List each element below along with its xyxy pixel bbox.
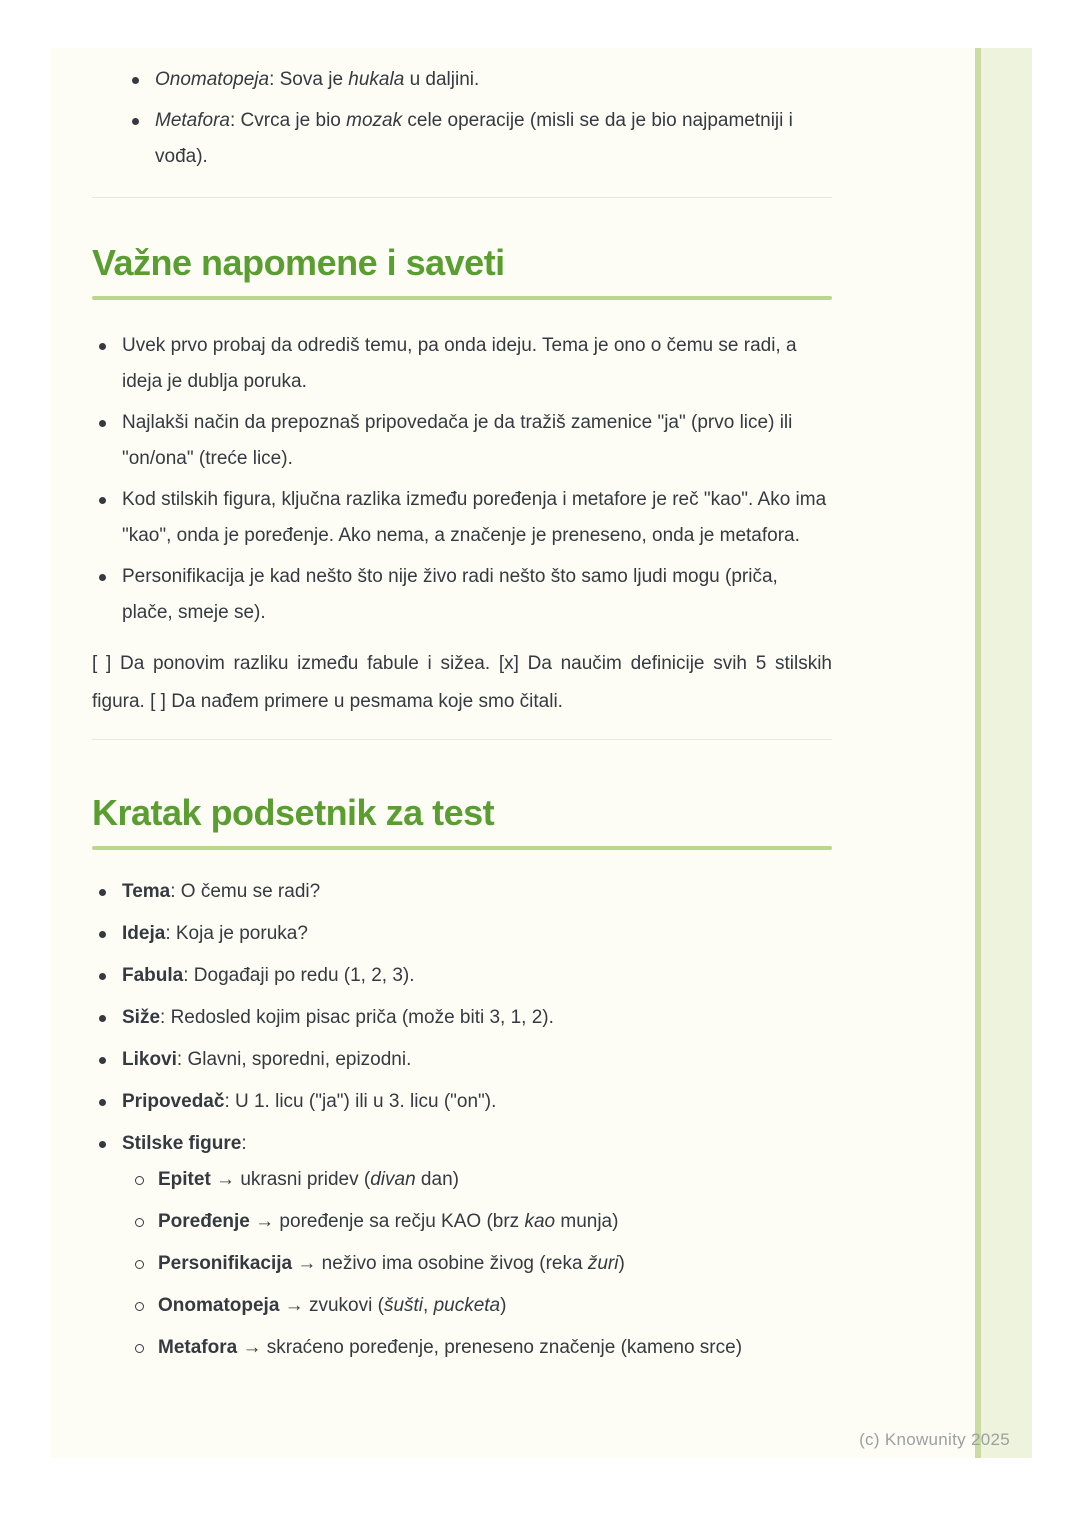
section-divider: [92, 197, 832, 198]
item-text: ): [618, 1253, 625, 1274]
footer-credit: (c) Knowunity 2025: [859, 1430, 1010, 1449]
item-text: munja): [555, 1211, 619, 1232]
list-item: [128, 1246, 832, 1282]
document-page: [50, 48, 1032, 1458]
list-item: [92, 1084, 832, 1120]
inline-italic: šušti: [383, 1295, 424, 1316]
inline-italic: pucketa: [433, 1295, 501, 1316]
item-text: → skraćeno poređenje, preneseno značenje (kameno srce): [237, 1337, 743, 1358]
item-text: cele operacije (misli se da je bio najpametniji i vođa).: [155, 110, 793, 167]
term-italic: Metafora: [155, 110, 230, 131]
item-text: u daljini.: [404, 69, 480, 90]
item-text: → zvukovi (: [279, 1295, 384, 1316]
term-bold: Likovi: [122, 1049, 177, 1070]
item-text: : Glavni, sporedni, epizodni.: [176, 1049, 412, 1070]
list-item: Personifikacija je kad nešto što nije živo radi nešto što samo ljudi mogu (priča, plače, smeje se).: [92, 559, 832, 631]
content-area: [92, 48, 832, 1366]
list-item: [125, 103, 832, 175]
list-item: [92, 916, 832, 952]
style-figures-sublist: [128, 1162, 832, 1366]
item-text: : Redosled kojim pisac priča (može biti 3, 1, 2).: [160, 1007, 554, 1028]
item-text: :: [241, 1133, 247, 1154]
item-text: : Cvrca je bio: [229, 110, 347, 131]
term-bold: Ideja: [122, 923, 166, 944]
item-text: ): [500, 1295, 507, 1316]
list-item: [125, 62, 832, 98]
list-item: [92, 1000, 832, 1036]
item-text: : O čemu se radi?: [170, 881, 321, 902]
item-text: : U 1. licu ("ja") ili u 3. licu ("on").: [224, 1091, 497, 1112]
term-bold: Epitet: [158, 1169, 211, 1190]
title-underline: [92, 296, 832, 300]
term-bold: Onomatopeja: [158, 1295, 280, 1316]
item-text: dan): [415, 1169, 459, 1190]
term-bold: Poređenje: [158, 1211, 250, 1232]
item-text: : Sova je: [269, 69, 349, 90]
term-bold: Fabula: [122, 965, 184, 986]
notes-bullet-list: [92, 328, 832, 631]
section-divider: [92, 739, 832, 740]
list-item: [92, 1126, 832, 1366]
list-item: [92, 958, 832, 994]
section-title-reminder: Kratak podsetnik za test: [92, 792, 495, 833]
item-text: → ukrasni pridev (: [210, 1169, 371, 1190]
sidebar-accent-bar: [975, 48, 1032, 1458]
item-text: → neživo ima osobine živog (reka: [292, 1253, 588, 1274]
list-item: Uvek prvo probaj da odrediš temu, pa onda ideju. Tema je ono o čemu se radi, a ideja je dublja poruka.: [92, 328, 832, 400]
term-bold: Tema: [122, 881, 171, 902]
title-underline: [92, 846, 832, 850]
list-item: Kod stilskih figura, ključna razlika između poređenja i metafore je reč "kao". Ako ima "kao", onda je poređenje. Ako nema, a značenje je preneseno, onda je metafora.: [92, 482, 832, 554]
term-bold: Pripovedač: [122, 1091, 225, 1112]
list-item: [128, 1204, 832, 1240]
list-item: [128, 1288, 832, 1324]
item-text: ,: [423, 1295, 434, 1316]
inline-italic: mozak: [346, 110, 403, 131]
inline-italic: divan: [370, 1169, 416, 1190]
checklist-paragraph: [ ] Da ponovim razliku između fabule i sižea. [x] Da naučim definicije svih 5 stilskih figura. [ ] Da nađem primere u pesmama koje smo čitali.: [92, 653, 832, 712]
term-italic: Onomatopeja: [155, 69, 270, 90]
item-text: → poređenje sa rečju KAO (brz: [249, 1211, 525, 1232]
item-text: : Koja je poruka?: [165, 923, 308, 944]
reminder-list: [92, 874, 832, 1366]
term-bold: Metafora: [158, 1337, 238, 1358]
term-bold: Siže: [122, 1007, 161, 1028]
term-bold: Personifikacija: [158, 1253, 293, 1274]
inline-italic: kao: [524, 1211, 556, 1232]
list-item: Najlakši način da prepoznaš pripovedača je da tražiš zamenice "ja" (prvo lice) ili "on/ona" (treće lice).: [92, 405, 832, 477]
inline-italic: žuri: [587, 1253, 619, 1274]
list-item: [92, 874, 832, 910]
term-bold: Stilske figure: [122, 1133, 242, 1154]
section-title-notes: Važne napomene i saveti: [92, 242, 505, 283]
list-item: [128, 1162, 832, 1198]
inline-italic: hukala: [348, 69, 405, 90]
item-text: : Događaji po redu (1, 2, 3).: [183, 965, 415, 986]
list-item: [92, 1042, 832, 1078]
intro-example-list: [125, 62, 832, 175]
list-item: [128, 1330, 832, 1366]
